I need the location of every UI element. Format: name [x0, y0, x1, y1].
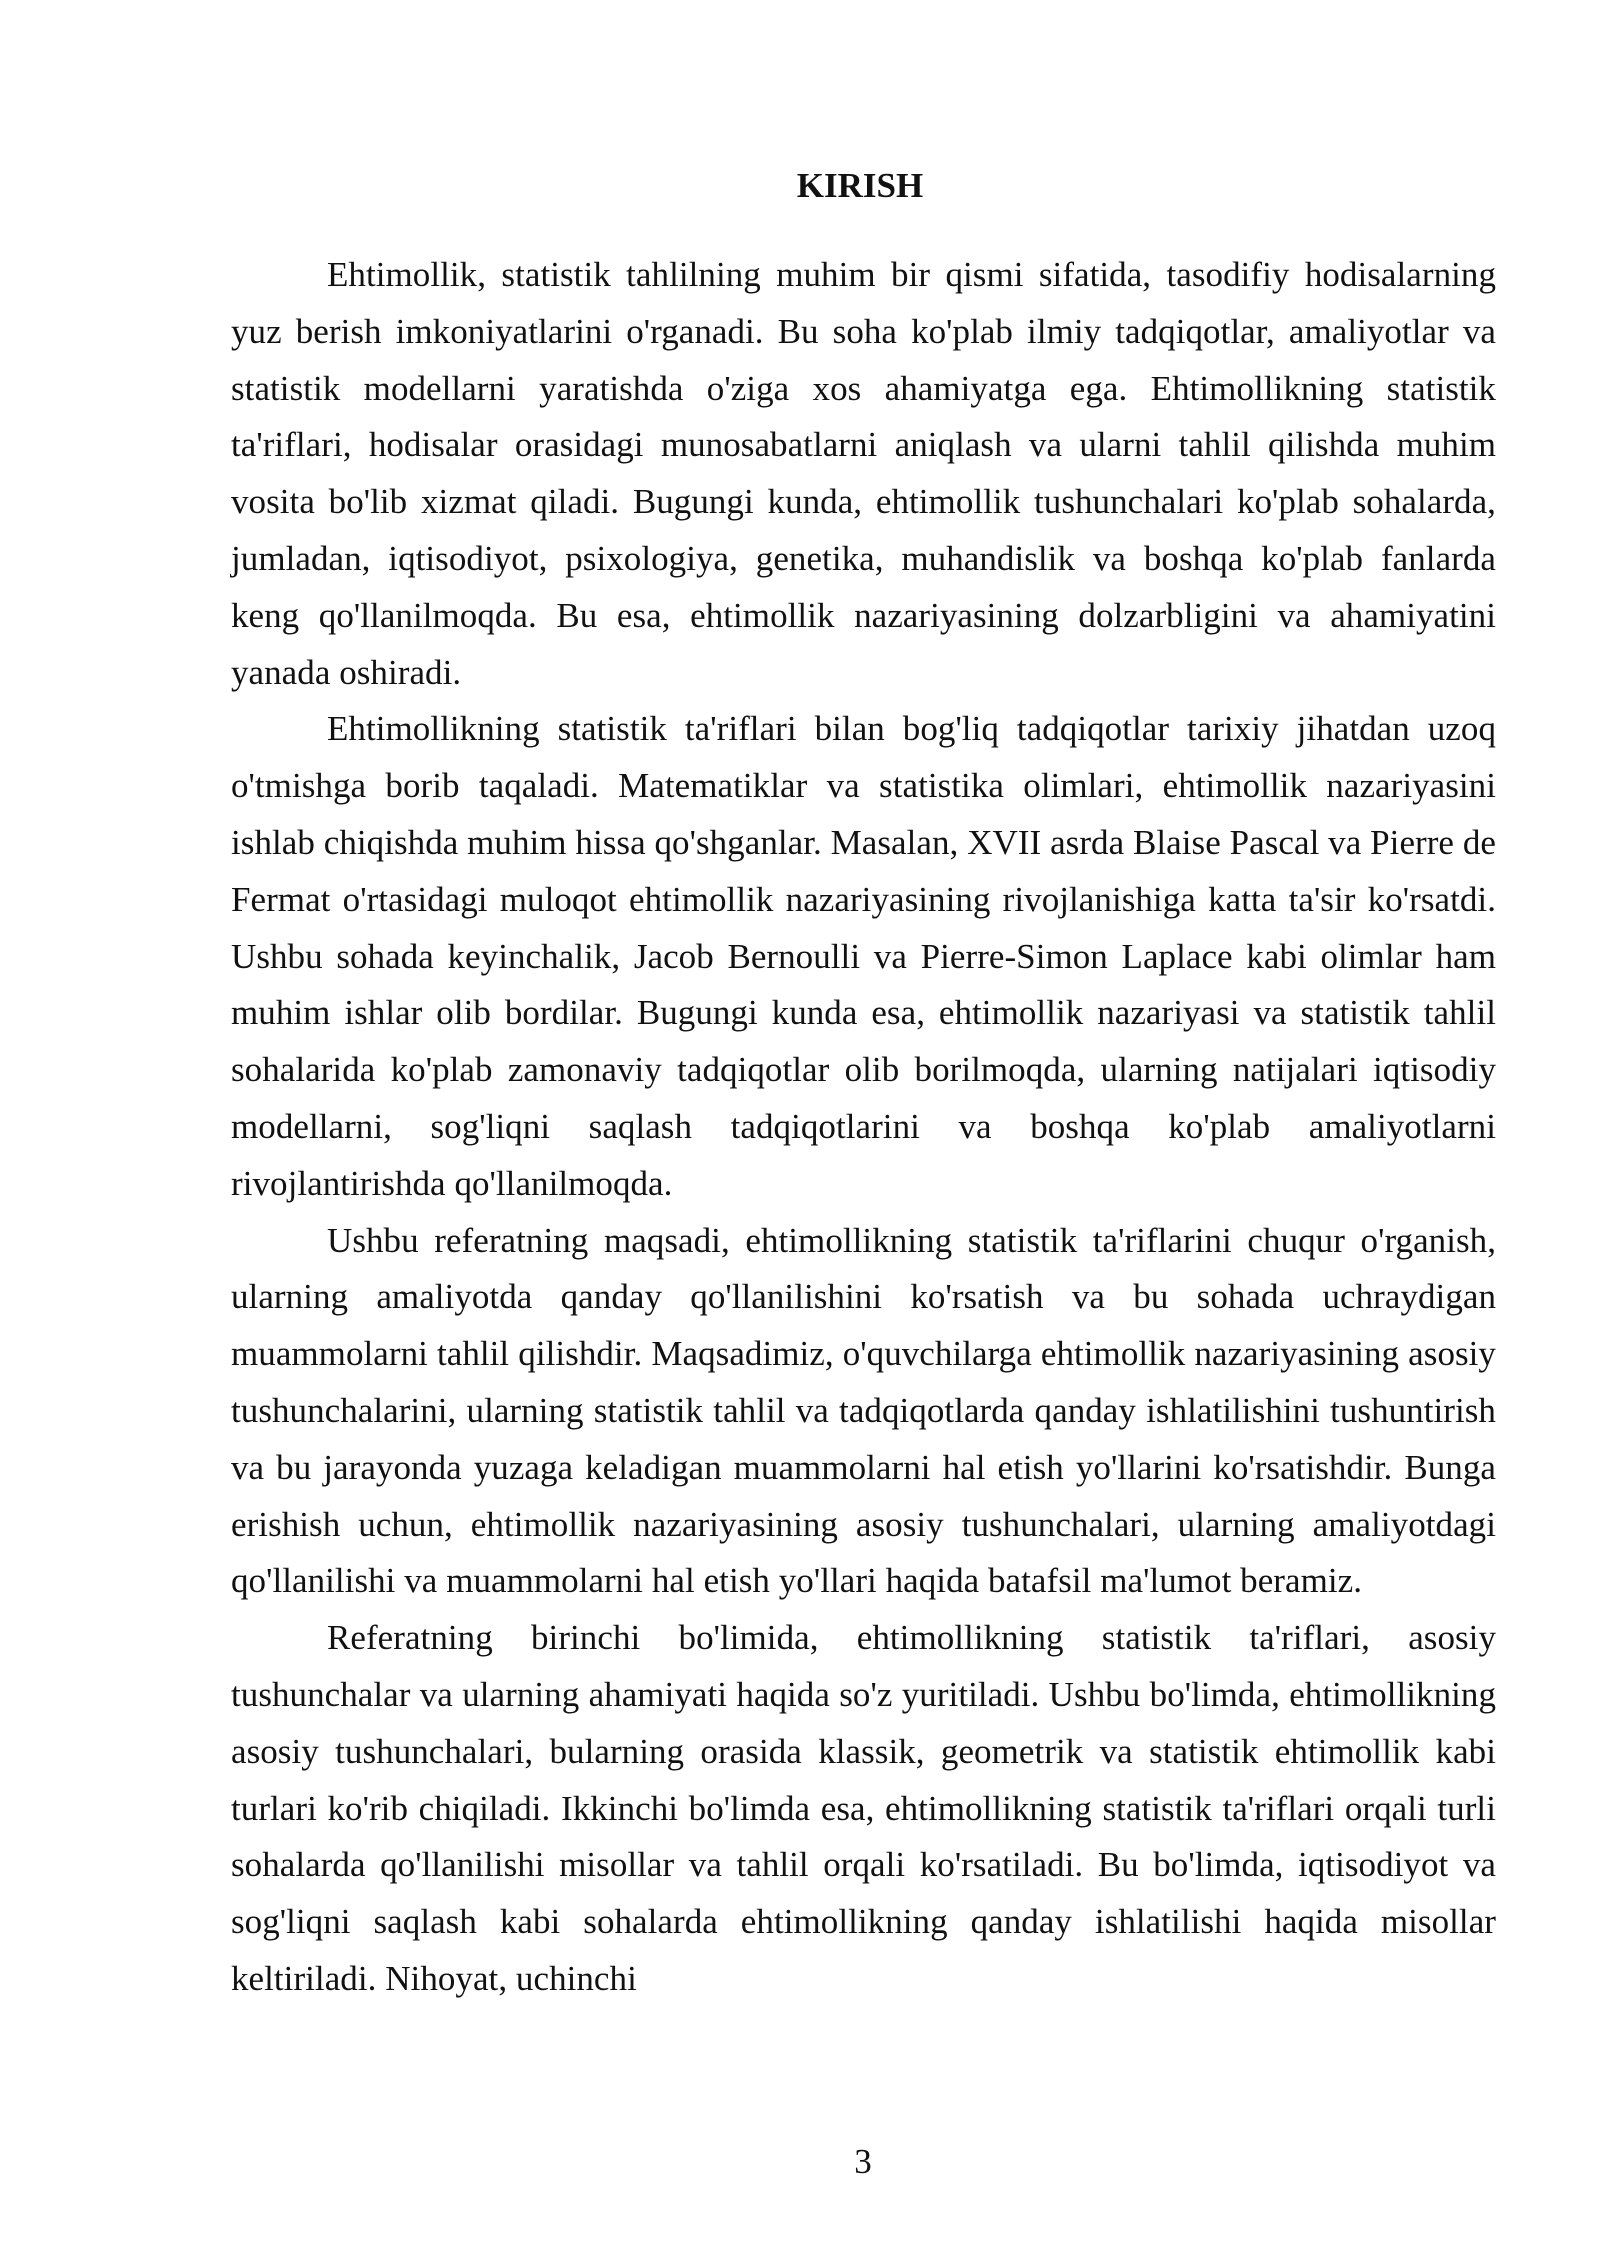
paragraph: Ehtimollikning statistik ta'riflari bilan bog'liq tadqiqotlar tarixiy jihatdan uzoq o'tmishga borib taqaladi. Matematiklar va statistika olimlari, ehtimollik nazariyasini ishlab chiqishda muhim hissa qo'shganlar. Masalan, XVII asrda Blaise Pascal va Pierre de Fermat o'rtasidagi muloqot ehtimollik nazariyasining rivojlanishiga katta ta'sir ko'rsatdi. Ushbu sohada keyinchalik, Jacob Bernoulli va Pierre-Simon Laplace kabi olimlar ham muhim ishlar olib bordilar. Bugungi kunda esa, ehtimollik nazariyasi va statistik tahlil sohalarida ko'plab zamonaviy tadqiqotlar olib borilmoqda, ularning natijalari iqtisodiy modellarni, sog'liqni saqlash tadqiqotlarini va boshqa ko'plab amaliyotlarni rivojlantirishda qo'llanilmoqda. [231, 709, 1496, 1203]
paragraph: Ehtimollik, statistik tahlilning muhim bir qismi sifatida, tasodifiy hodisalarning yuz berish imkoniyatlarini o'rganadi. Bu soha ko'plab ilmiy tadqiqotlar, amaliyotlar va statistik modellarni yaratishda o'ziga xos ahamiyatga ega. Ehtimollikning statistik ta'riflari, hodisalar orasidagi munosabatlarni aniqlash va ularni tahlil qilishda muhim vosita bo'lib xizmat qiladi. Bugungi kunda, ehtimollik tushunchalari ko'plab sohalarda, jumladan, iqtisodiyot, psixologiya, genetika, muhandislik va boshqa ko'plab fanlarda keng qo'llanilmoqda. Bu esa, ehtimollik nazariyasining dolzarbligini va ahamiyatini yanada oshiradi. [231, 255, 1496, 692]
page-number: 3 [854, 2142, 872, 2181]
paragraph: Referatning birinchi bo'limida, ehtimollikning statistik ta'riflari, asosiy tushunchalar va ularning ahamiyati haqida so'z yuritiladi. Ushbu bo'limda, ehtimollikning asosiy tushunchalari, bularning orasida klassik, geometrik va statistik ehtimollik kabi turlari ko'rib chiqiladi. Ikkinchi bo'limda esa, ehtimollikning statistik ta'riflari orqali turli sohalarda qo'llanilishi misollar va tahlil orqali ko'rsatiladi. Bu bo'limda, iqtisodiyot va sog'liqni saqlash kabi sohalarda ehtimollikning qanday ishlatilishi haqida misollar keltiriladi. Nihoyat, uchinchi [231, 1618, 1496, 1998]
body-text [231, 247, 1496, 2008]
paragraph: Ushbu referatning maqsadi, ehtimollikning statistik ta'riflarini chuqur o'rganish, ularning amaliyotda qanday qo'llanilishini ko'rsatish va bu sohada uchraydigan muammolarni tahlil qilishdir. Maqsadimiz, o'quvchilarga ehtimollik nazariyasining asosiy tushunchalarini, ularning statistik tahlil va tadqiqotlarda qanday ishlatilishini tushuntirish va bu jarayonda yuzaga keladigan muammolarni hal etish yo'llarini ko'rsatishdir. Bunga erishish uchun, ehtimollik nazariyasining asosiy tushunchalari, ularning amaliyotdagi qo'llanilishi va muammolarni hal etish yo'llari haqida batafsil ma'lumot beramiz. [231, 1220, 1496, 1601]
page-title: KIRISH [796, 166, 924, 205]
